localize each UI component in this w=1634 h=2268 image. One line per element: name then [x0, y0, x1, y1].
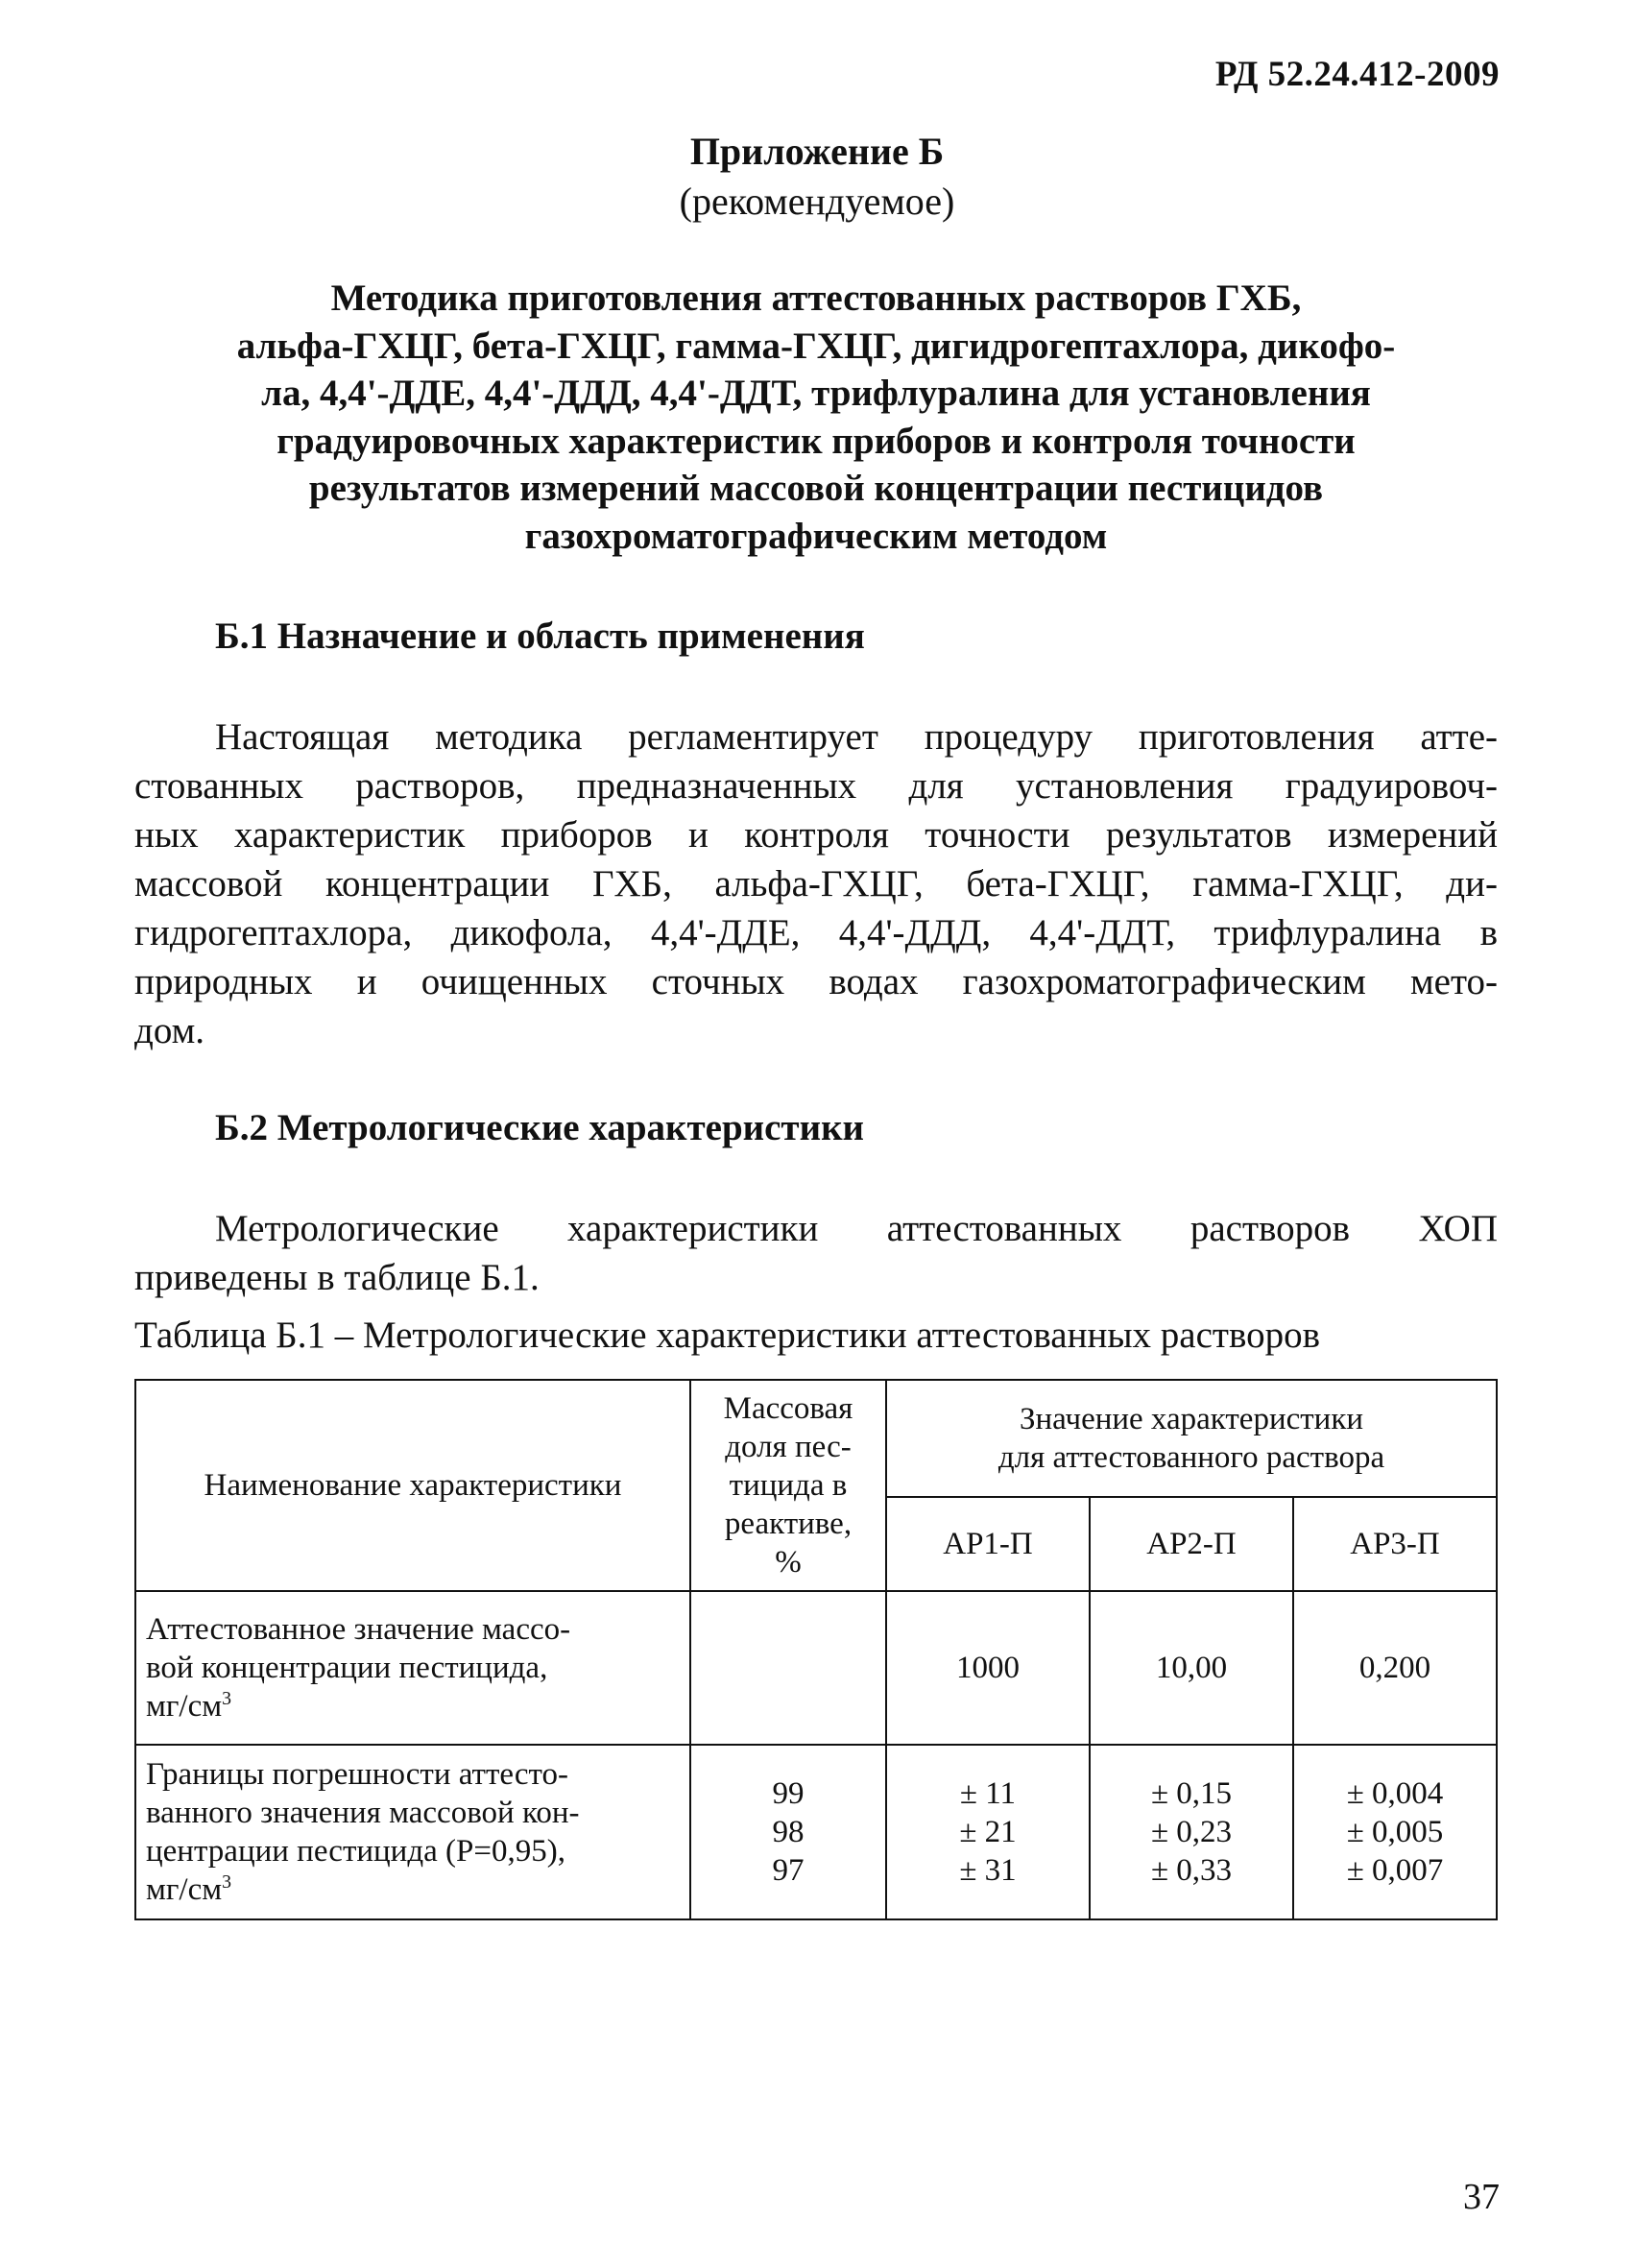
- error-value: ± 21: [959, 1815, 1017, 1849]
- row-characteristic-name: [135, 1745, 690, 1919]
- main-title-line: результатов измерений массовой концентрации пестицидов: [308, 468, 1324, 509]
- header-solution-ap2: АР2-П: [1090, 1497, 1293, 1591]
- row-value-ap1: 1000: [886, 1591, 1090, 1745]
- header-value-line: для аттестованного раствора: [997, 1440, 1385, 1475]
- header-solution-ap3: АР3-П: [1293, 1497, 1497, 1591]
- header-value-line: Значение характеристики: [1019, 1402, 1364, 1436]
- main-title-line: газохроматографическим методом: [524, 515, 1108, 557]
- main-title-line: ла, 4,4'-ДДЕ, 4,4'-ДДД, 4,4'-ДДТ, трифлуралина для установления: [261, 373, 1371, 414]
- unit-text: мг/см: [146, 1689, 223, 1724]
- row-value-ap1: [886, 1745, 1090, 1919]
- section2-heading: Б.2 Метрологические характеристики: [215, 1107, 865, 1148]
- header-characteristic-name: Наименование характеристики: [135, 1380, 690, 1591]
- error-value: ± 0,007: [1346, 1853, 1444, 1888]
- paragraph-line: природных и очищенных сточных водах газохроматографическим мето-: [134, 961, 1498, 1002]
- row-name-line: центрации пестицида (Р=0,95),: [146, 1834, 565, 1869]
- row-characteristic-name: [135, 1591, 690, 1745]
- row-value-ap2: 10,00: [1090, 1591, 1293, 1745]
- error-value: ± 0,23: [1150, 1815, 1233, 1849]
- row-unit: [146, 1870, 680, 1909]
- main-title-line: градуировочных характеристик приборов и контроля точности: [276, 420, 1356, 462]
- row-name-line: Аттестованное значение массо-: [146, 1612, 571, 1647]
- header-mass-fraction: [690, 1380, 886, 1591]
- appendix-subtitle: (рекомендуемое): [679, 180, 955, 223]
- main-title: [125, 275, 1507, 560]
- doc-code: РД 52.24.412-2009: [1214, 55, 1500, 94]
- header-mass-line: реактиве,: [724, 1507, 853, 1541]
- unit-text: мг/см: [146, 1872, 223, 1907]
- mass-value: 99: [772, 1776, 805, 1811]
- unit-superscript: 3: [222, 1871, 232, 1893]
- row-name-line: ванного значения массовой кон-: [146, 1796, 580, 1830]
- metrology-table: [134, 1379, 1498, 1920]
- paragraph-line: гидрогептахлора, дикофола, 4,4'-ДДЕ, 4,4'-ДДД, 4,4'-ДДТ, трифлуралина в: [134, 912, 1498, 953]
- error-value: ± 0,004: [1346, 1776, 1444, 1811]
- section1-heading: Б.1 Назначение и область применения: [215, 615, 865, 657]
- table-row: [135, 1591, 1497, 1745]
- paragraph-line: дом.: [134, 1010, 205, 1051]
- paragraph-line: массовой концентрации ГХБ, альфа-ГХЦГ, бета-ГХЦГ, гамма-ГХЦГ, ди-: [134, 863, 1498, 905]
- row-value-ap3: [1293, 1745, 1497, 1919]
- paragraph-line: стованных растворов, предназначенных для установления градуировоч-: [134, 765, 1498, 807]
- main-title-line: Методика приготовления аттестованных растворов ГХБ,: [330, 277, 1302, 319]
- table-caption: Таблица Б.1 – Метрологические характеристики аттестованных растворов: [134, 1315, 1321, 1356]
- mass-value: 97: [772, 1853, 805, 1888]
- paragraph-line: Метрологические характеристики аттестованных растворов ХОП: [215, 1208, 1498, 1249]
- error-value: ± 31: [959, 1853, 1017, 1888]
- header-value: [886, 1380, 1497, 1497]
- paragraph-line: приведены в таблице Б.1.: [134, 1257, 540, 1298]
- mass-value: 98: [772, 1815, 805, 1849]
- table-row: [135, 1745, 1497, 1919]
- row-mass-fraction: [690, 1745, 886, 1919]
- table-header-row: [135, 1380, 1497, 1497]
- appendix-heading: [0, 127, 1634, 227]
- unit-superscript: 3: [222, 1688, 232, 1709]
- row-value-ap3: 0,200: [1293, 1591, 1497, 1745]
- error-value: ± 0,33: [1150, 1853, 1233, 1888]
- page-number: 37: [1463, 2177, 1500, 2217]
- main-title-line: альфа-ГХЦГ, бета-ГХЦГ, гамма-ГХЦГ, дигидрогептахлора, дикофо-: [236, 325, 1396, 367]
- row-mass-fraction: [690, 1591, 886, 1745]
- appendix-title: Приложение Б: [689, 130, 945, 173]
- row-name-line: вой концентрации пестицида,: [146, 1651, 548, 1685]
- error-value: ± 11: [959, 1776, 1017, 1811]
- header-mass-line: Массовая: [723, 1391, 853, 1426]
- section2-paragraph: [134, 1204, 1498, 1302]
- section1-paragraph: [134, 712, 1498, 1055]
- paragraph-line: Настоящая методика регламентирует процедуру приготовления атте-: [215, 716, 1498, 758]
- header-mass-line: %: [775, 1545, 802, 1580]
- paragraph-line: ных характеристик приборов и контроля точности результатов измерений: [134, 814, 1498, 856]
- header-mass-line: тицида в: [729, 1468, 848, 1503]
- header-solution-ap1: АР1-П: [886, 1497, 1090, 1591]
- row-name-line: Границы погрешности аттесто-: [146, 1757, 568, 1792]
- error-value: ± 0,15: [1150, 1776, 1233, 1811]
- error-value: ± 0,005: [1346, 1815, 1444, 1849]
- row-unit: [146, 1687, 680, 1725]
- row-value-ap2: [1090, 1745, 1293, 1919]
- header-mass-line: доля пес-: [725, 1430, 852, 1464]
